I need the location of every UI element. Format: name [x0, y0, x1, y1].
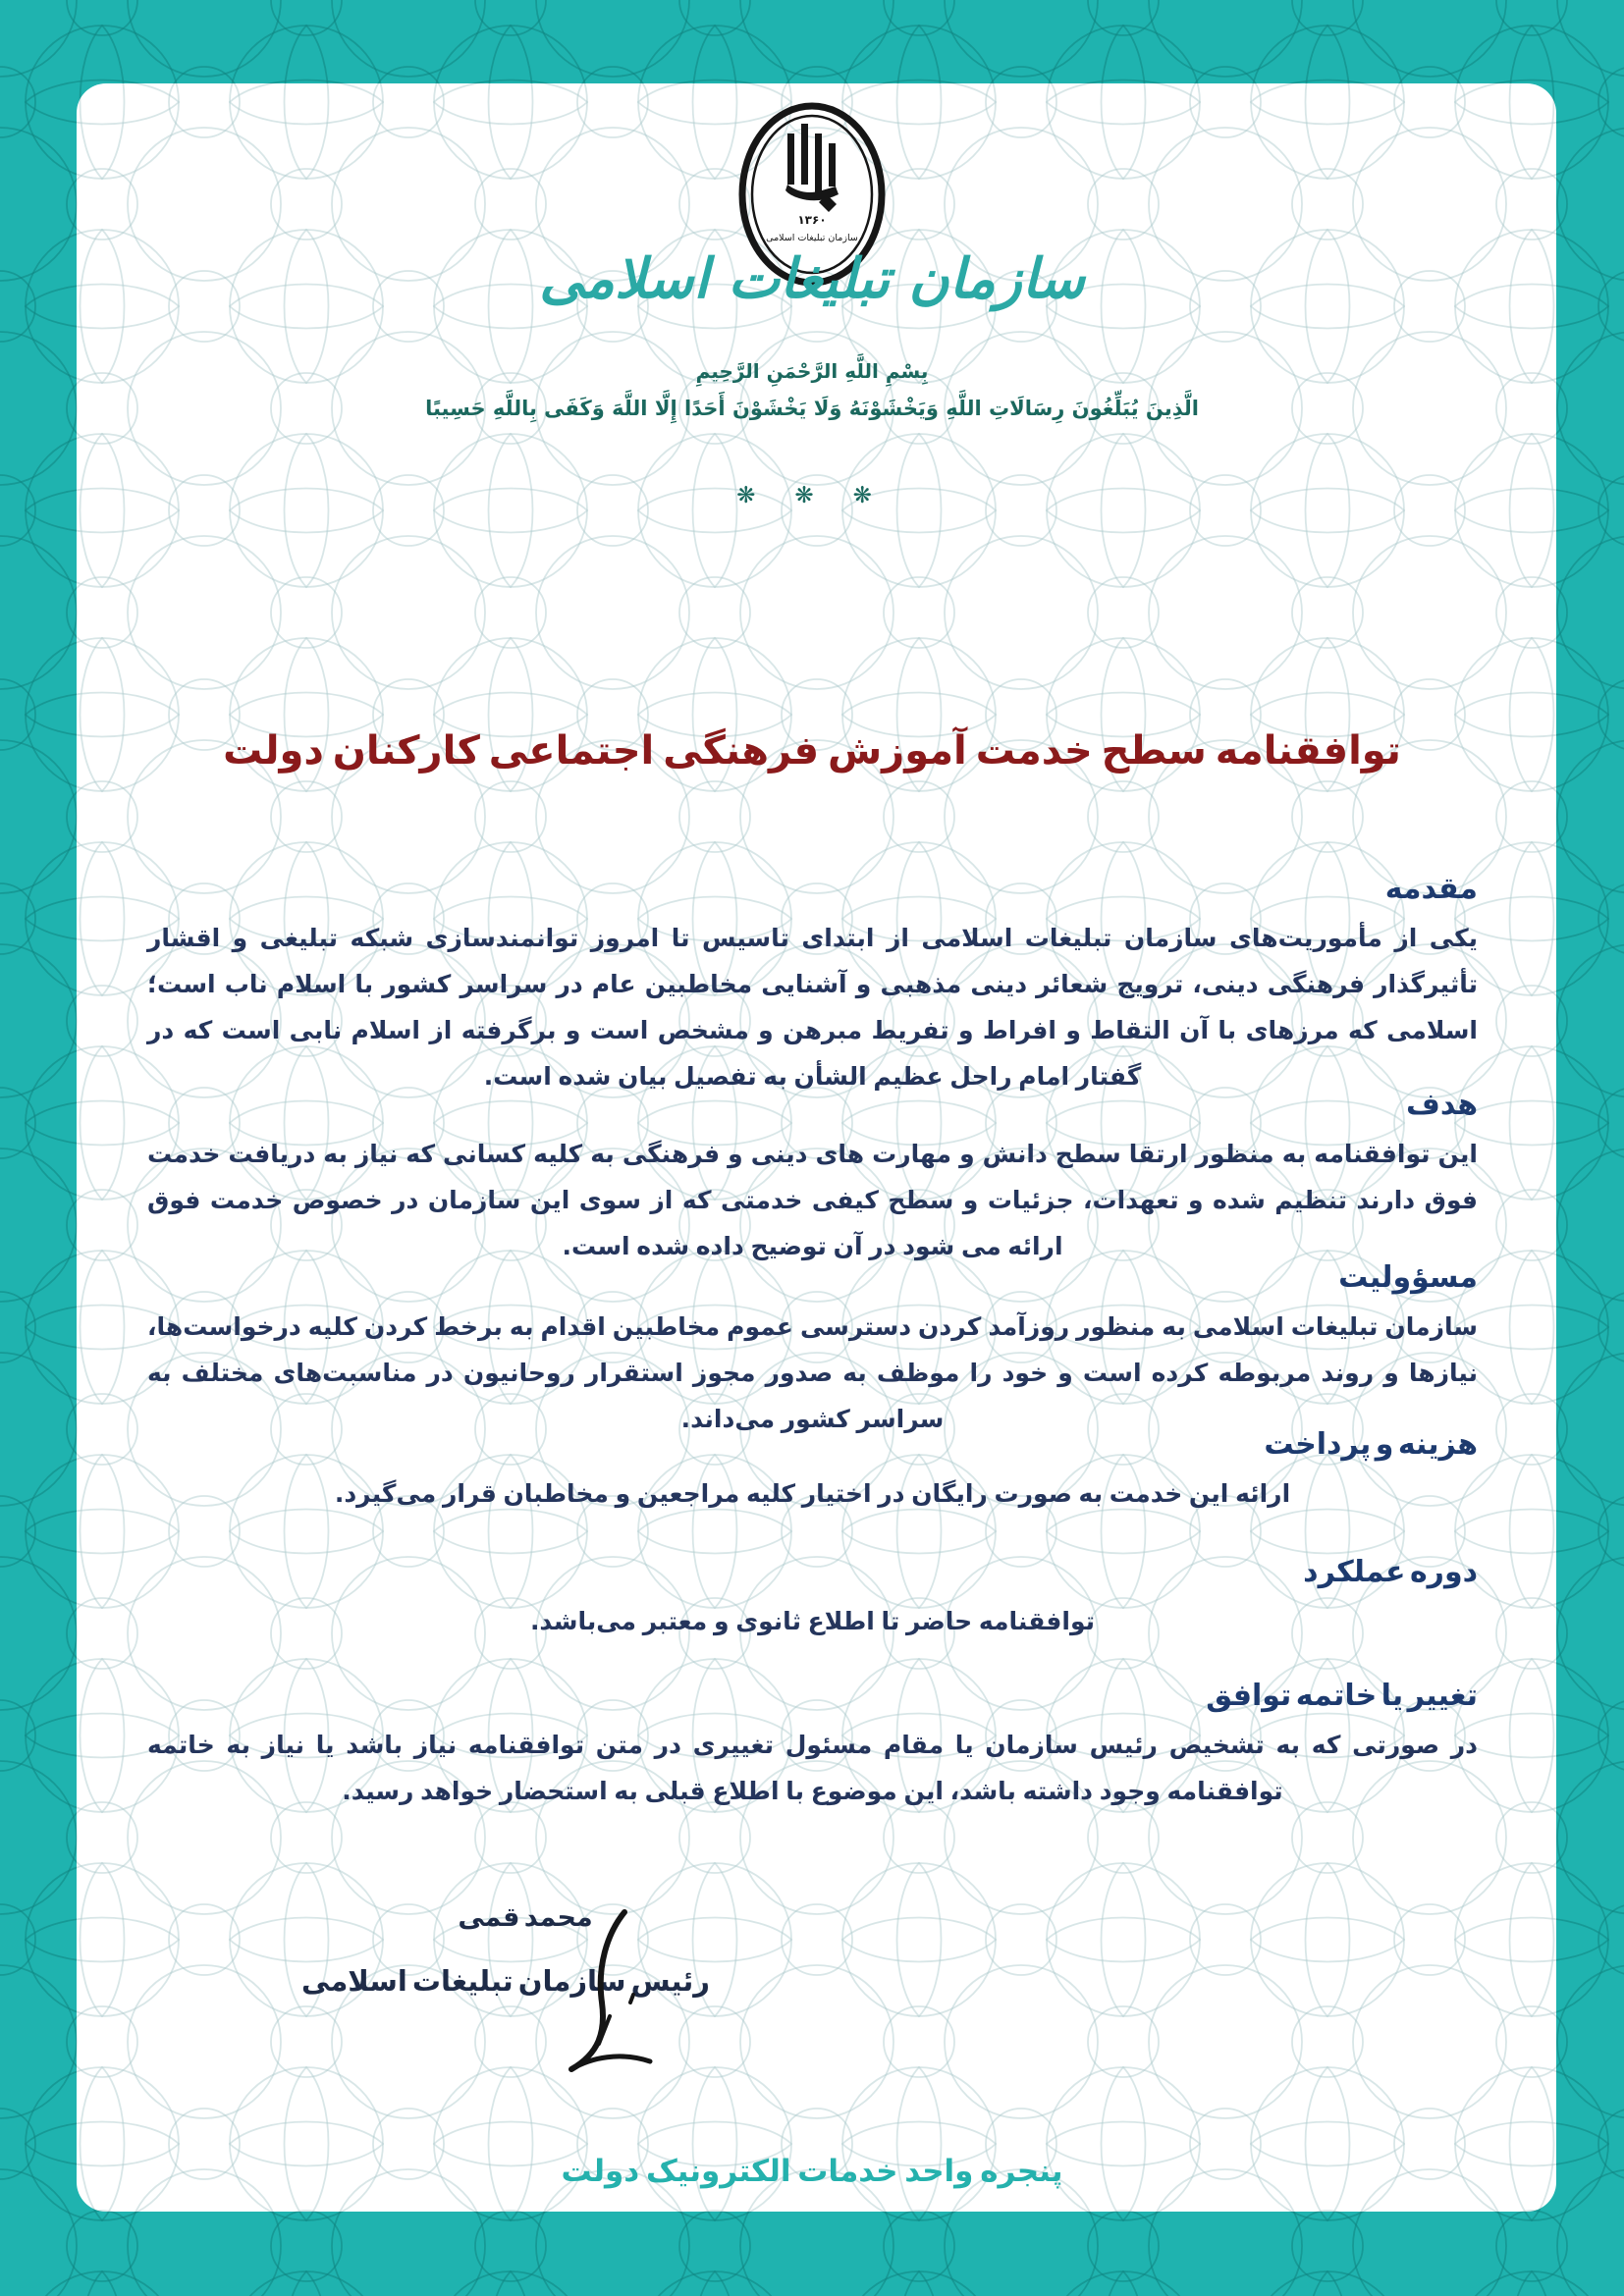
section-performance-period	[147, 1555, 1478, 1644]
section-heading: تغییر یا خاتمه توافق	[1206, 1679, 1478, 1713]
section-change-termination	[147, 1679, 1478, 1814]
quran-verse: الَّذِينَ يُبَلِّغُونَ رِسَالَاتِ اللَّهِ وَيَخْشَوْنَهُ وَلَا يَخْشَوْنَ أَحَدًا إِلَّا اللَّهَ وَكَفَى بِاللَّهِ حَسِيبًا	[425, 397, 1199, 420]
section-body: این توافقنامه به منظور ارتقا سطح دانش و مهارت های دینی و فرهنگی به کلیه کسانی که نیاز به دریافت خدمت فوق دارند تنظیم شده و تعهدات، جزئیات و سطح کیفی خدمتی که از سوی این سازمان در خصوص خدمت فوق ارائه می شود در آن توضیح داده شده است.	[147, 1140, 1478, 1260]
section-responsibility	[147, 1260, 1478, 1442]
section-heading: مقدمه	[1384, 872, 1478, 906]
section-body: سازمان تبلیغات اسلامی به منظور روزآمد کردن دسترسی عموم مخاطبین اقدام به برخط کردن کلیه درخواست‌ها، نیازها و روند مربوطه کرده است و خود را موظف به صدور مجوز استقرار روحانیون در مناسبت‌های مختلف به سراسر کشور می‌داند.	[147, 1312, 1478, 1433]
section-goal	[147, 1088, 1478, 1269]
section-heading: هدف	[1406, 1088, 1478, 1122]
emblem-year: ۱۳۶۰	[797, 213, 827, 227]
section-heading: دوره عملکرد	[1303, 1555, 1478, 1589]
section-body: یکی از مأموریت‌های سازمان تبلیغات اسلامی از ابتدای تاسیس تا امروز توانمندسازی شبکه تبلیغی و اقشار تأثیرگذار فرهنگی دینی، ترویج شعائر دینی مذهبی و آشنایی مخاطبین عام در سراسر کشور با اسلام ناب است؛ اسلامی که مرزهای با آن التقاط و افراط و تفریط مبرهن و مشخص است و برگرفته از اسلام نابی است که در گفتار امام راحل عظیم الشأن به تفصیل بیان شده است.	[147, 924, 1478, 1091]
section-body: در صورتی که به تشخیص رئیس سازمان یا مقام مسئول تغییری در متن توافقنامه نیاز باشد یا نیاز به خاتمه توافقنامه وجود داشته باشد، این موضوع با اطلاع قبلی به استحضار خواهد رسید.	[147, 1731, 1478, 1805]
section-heading: هزینه و پرداخت	[1264, 1427, 1478, 1462]
allah-calligraphy-icon	[785, 124, 839, 212]
signatory-name: محمد قمی	[458, 1902, 593, 1933]
organization-wordmark: سازمان تبلیغات اسلامی	[539, 247, 1085, 311]
handwritten-signature-icon	[548, 1906, 676, 2093]
section-heading: مسؤولیت	[1338, 1260, 1478, 1295]
section-introduction	[147, 872, 1478, 1099]
section-body: ارائه این خدمت به صورت رایگان در اختیار کلیه مراجعین و مخاطبان قرار می‌گیرد.	[334, 1479, 1291, 1508]
signatory-title: رئیس سازمان تبلیغات اسلامی	[301, 1964, 710, 1998]
footer-service-window-label: پنجره واحد خدمات الکترونیک دولت	[561, 2154, 1063, 2189]
section-body: توافقنامه حاضر تا اطلاع ثانوی و معتبر می‌باشد.	[529, 1607, 1096, 1635]
document-title: توافقنامه سطح خدمت آموزش فرهنگی اجتماعی کارکنان دولت	[223, 728, 1401, 774]
bismillah-line: بِسْمِ اللَّهِ الرَّحْمَنِ الرَّحِيمِ	[695, 359, 929, 383]
section-cost-payment	[147, 1427, 1478, 1517]
asterisk-separator: ❋ ❋ ❋	[736, 483, 888, 508]
emblem-org-name: سازمان تبلیغات اسلامی	[766, 233, 858, 243]
